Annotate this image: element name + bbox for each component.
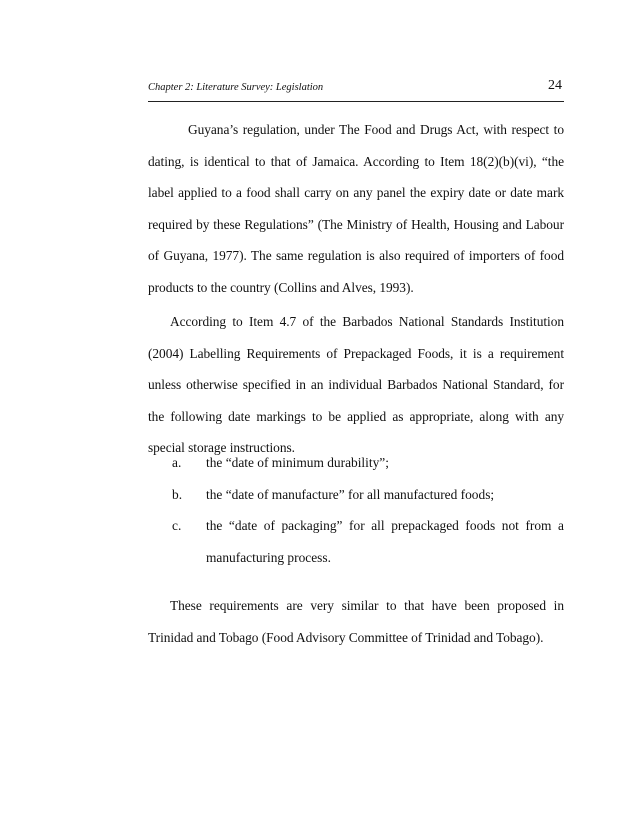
page-number: 24 (548, 78, 562, 93)
list-item-text: the “date of packaging” for all prepackaged foods not from a manufacturing process. (206, 518, 564, 565)
list-item-text: the “date of manufacture” for all manufactured foods; (206, 486, 495, 502)
page-header (148, 78, 564, 100)
list-marker: b. (172, 486, 183, 502)
list-item-text: the “date of minimum durability”; (206, 455, 389, 470)
chapter-title: Chapter 2: Literature Survey: Legislation (148, 82, 324, 93)
header-divider (148, 101, 564, 102)
list-marker: a. (172, 455, 182, 470)
paragraph-trinidad: These requirements are very similar to that have been proposed in Trinidad and Tobago (Food Advisory Committee of Trinidad and Tobago). (148, 598, 564, 645)
paragraph-guyana: Guyana’s regulation, under The Food and Drugs Act, with respect to dating, is identical to that of Jamaica. According to Item 18(2)(b)(vi), “the label applied to a food shall carry on any panel the expiry date or date mark required by these Regulations” (The Ministry of Health, Housing and Labour of Guyana, 1977). The same regulation is also required of importers of food products to the country (Collins and Alves, 1993). (148, 122, 564, 295)
paragraph-barbados: According to Item 4.7 of the Barbados National Standards Institution (2004) Labelling Requirements of Prepackaged Foods, it is a requirement unless otherwise specified in an individual Barbados National Standard, for the following date markings to be applied as appropriate, along with any special storage instructions. (148, 314, 564, 455)
list-marker: c. (172, 518, 182, 533)
